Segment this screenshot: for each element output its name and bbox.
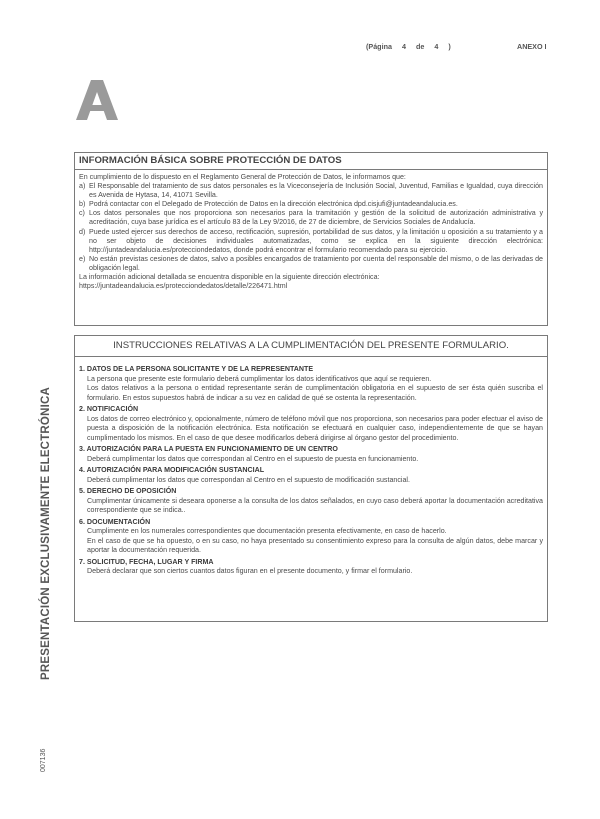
section-title: 7. SOLICITUD, FECHA, LUGAR Y FIRMA <box>79 557 214 566</box>
section-text: En el caso de que se ha opuesto, o en su caso, no haya presentado su consentimiento expreso para la consulta de algún datos, debe marcar y aportar la documentación requerida. <box>87 536 543 554</box>
section-text: Cumplimentar únicamente si deseara oponerse a la consulta de los datos señalados, en cuyo caso deberá aportar la documentación acreditativa correspondiente que se indica.. <box>87 496 543 514</box>
page-indicator <box>366 42 451 51</box>
data-protection-body <box>75 170 547 291</box>
item-text: No están previstas cesiones de datos, salvo a posibles encargados de tratamiento por cuenta del responsable del mismo, o de las derivadas de obligación legal. <box>89 254 543 272</box>
page-suffix: ) <box>448 42 451 51</box>
annex-label: ANEXO I <box>517 42 547 51</box>
item-text: Los datos personales que nos proporciona son necesarios para la tramitación y gestión de la solicitud de autorización administrativa y acreditación, cuya base jurídica es el artículo 83 de la Ley 9/2016, de 27 de diciembre, de Servicios Sociales de Andalucía. <box>89 209 543 227</box>
item-label: c) <box>79 209 85 218</box>
section-title: 2. NOTIFICACIÓN <box>79 405 139 413</box>
form-code: 007136 <box>40 748 47 772</box>
instructions-box <box>74 335 548 622</box>
data-protection-box <box>74 152 548 326</box>
page-total: 4 <box>434 42 439 51</box>
item-label: d) <box>79 227 86 236</box>
section-title: 1. DATOS DE LA PERSONA SOLICITANTE Y DE LA REPRESENTANTE <box>79 365 314 373</box>
instructions-title: INSTRUCCIONES RELATIVAS A LA CUMPLIMENTACIÓN DEL PRESENTE FORMULARIO. <box>75 336 547 357</box>
data-protection-item <box>79 228 543 255</box>
item-label: b) <box>79 200 86 209</box>
item-text: Puede usted ejercer sus derechos de acceso, rectificación, supresión, portabilidad de sus datos, y la limitación u oposición a su tratamiento y a no ser objeto de decisiones individuales automatizadas, como se explica en la siguiente dirección electrónica: http://juntadeandalucia.es/protecciondedatos, donde podrá encontrar el formulario recomendado para su ejercicio. <box>89 227 543 254</box>
section-title: 3. AUTORIZACIÓN PARA LA PUESTA EN FUNCIONAMIENTO DE UN CENTRO <box>79 445 338 453</box>
section-text: Los datos relativos a la persona o entidad representante serán de cumplimentación obligatoria en el supuesto de ser ésta quién suscriba el formulario. En estos supuestos habrá de indicar a su vez en calidad de qué se ostenta la representación. <box>87 384 543 402</box>
section-text: Deberá declarar que son ciertos cuantos datos figuran en el presente documento, y firmar el formulario. <box>87 567 413 575</box>
data-protection-item <box>79 200 543 209</box>
page-number: 4 <box>401 42 406 51</box>
section-text: Los datos de correo electrónico y, opcionalmente, número de teléfono móvil que nos proporciona, son necesarios para poder efectuar el aviso de puesta a disposición de la notificación electrónica. Esta notificación se efectuará en cualquier caso, independientemente de que se hayan cumplimentado los mismos. En el caso de que desee modificarlos deberá dirigirse al órgano gestor del procedimiento. <box>87 414 543 442</box>
item-label: a) <box>79 182 86 191</box>
item-text: Podrá contactar con el Delegado de Protección de Datos en la dirección electrónica dpd.cisjufi@juntadeandalucia.es. <box>89 200 458 209</box>
vertical-title: PRESENTACIÓN EXCLUSIVAMENTE ELECTRÓNICA <box>40 387 52 680</box>
instructions-body <box>75 357 547 577</box>
section-title: 6. DOCUMENTACIÓN <box>79 517 151 526</box>
section-title: 4. AUTORIZACIÓN PARA MODIFICACIÓN SUSTANCIAL <box>79 466 265 474</box>
page-separator: de <box>415 42 425 51</box>
junta-andalucia-logo-icon <box>76 80 118 120</box>
data-protection-intro: En cumplimiento de lo dispuesto en el Reglamento General de Protección de Datos, le informamos que: <box>79 173 406 181</box>
data-protection-link[interactable]: https://juntadeandalucia.es/protecciondedatos/detalle/226471.html <box>79 282 288 291</box>
item-text: El Responsable del tratamiento de sus datos personales es la Viceconsejería de Inclusión Social, Juventud, Familias e Igualdad, cuya dirección es Avenida de Hytasa, 14, 41071 Sevilla. <box>89 182 543 200</box>
section-title: 5. DERECHO DE OPOSICIÓN <box>79 487 177 495</box>
section-text: Deberá cumplimentar los datos que correspondan al Centro en el supuesto de puesta en funcionamiento. <box>87 454 419 463</box>
page-prefix: (Página <box>366 42 392 51</box>
data-protection-item <box>79 209 543 227</box>
data-protection-item <box>79 255 543 273</box>
data-protection-item <box>79 182 543 200</box>
data-protection-footer: La información adicional detallada se encuentra disponible en la siguiente dirección electrónica: <box>79 273 380 282</box>
section-text: Deberá cumplimentar los datos que correspondan al Centro en el supuesto de modificación sustancial. <box>87 475 410 484</box>
data-protection-title: INFORMACIÓN BÁSICA SOBRE PROTECCIÓN DE DATOS <box>75 153 547 170</box>
section-text: La persona que presente este formulario deberá cumplimentar los datos identificativos que aquí se requieren. <box>87 374 432 383</box>
item-label: e) <box>79 254 86 263</box>
section-text: Cumplimente en los numerales correspondientes que documentación presenta efectivamente, en caso de hacerlo. <box>87 527 447 535</box>
